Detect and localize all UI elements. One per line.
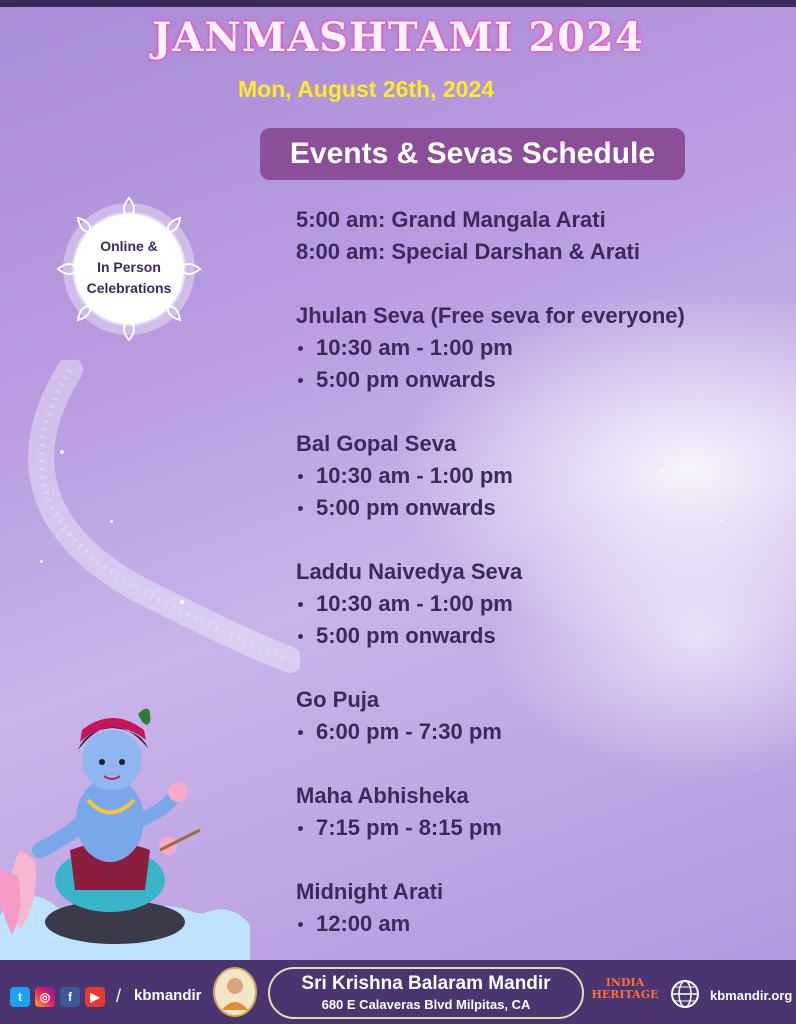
time-item: 7:15 pm - 8:15 pm	[296, 812, 766, 844]
section-title: Go Puja	[296, 687, 380, 712]
time-item: 5:00 pm onwards	[296, 364, 766, 396]
time-item: 6:00 pm - 7:30 pm	[296, 716, 766, 748]
social-separator: /	[116, 986, 122, 1006]
badge-line-1: Online &	[100, 238, 158, 254]
section-title: Laddu Naivedya Seva	[296, 559, 523, 584]
globe-icon	[670, 979, 700, 1009]
time-item: 10:30 am - 1:00 pm	[296, 588, 766, 620]
krishna-illustration	[0, 700, 250, 960]
temple-name: Sri Krishna Balaram Mandir	[301, 973, 551, 994]
badge-line-2: In Person	[97, 259, 161, 275]
section-title: Midnight Arati	[296, 879, 444, 904]
time-item: 5:00 pm onwards	[296, 492, 766, 524]
section-title: Maha Abhisheka	[296, 783, 469, 808]
temple-address: 680 E Calaveras Blvd Milpitas, CA	[321, 997, 531, 1012]
time-item: 12:00 am	[296, 908, 766, 940]
celebration-badge	[56, 236, 202, 299]
schedule-heading: Events & Sevas Schedule	[260, 128, 685, 180]
sparkle-trail	[0, 360, 300, 680]
time-item: 5:00 pm onwards	[296, 620, 766, 652]
founder-portrait-icon	[212, 966, 258, 1018]
time-item: 10:30 am - 1:00 pm	[296, 332, 766, 364]
event-title: JANMASHTAMI 2024	[152, 14, 644, 61]
top-bar	[0, 0, 796, 7]
social-handle[interactable]: kbmandir	[134, 987, 202, 1004]
website-link[interactable]: kbmandir.org	[710, 988, 793, 1003]
india-heritage-logo	[589, 977, 661, 1001]
schedule-list	[296, 204, 766, 940]
youtube-icon[interactable]: ▶	[85, 987, 105, 1007]
twitter-icon[interactable]: t	[10, 987, 30, 1007]
instagram-icon[interactable]: ◎	[35, 987, 55, 1007]
opening-event-2: 8:00 am: Special Darshan & Arati	[296, 239, 640, 264]
badge-line-3: Celebrations	[86, 280, 172, 296]
facebook-icon[interactable]: f	[60, 987, 80, 1007]
temple-info	[268, 967, 584, 1019]
social-links	[10, 986, 121, 1007]
opening-event-1: 5:00 am: Grand Mangala Arati	[296, 207, 606, 232]
heritage-line-2: HERITAGE	[591, 988, 659, 1001]
section-title: Jhulan Seva (Free seva for everyone)	[296, 303, 685, 328]
section-title: Bal Gopal Seva	[296, 431, 457, 456]
heritage-line-1: INDIA	[605, 976, 645, 989]
event-date: Mon, August 26th, 2024	[238, 76, 495, 102]
time-item: 10:30 am - 1:00 pm	[296, 460, 766, 492]
